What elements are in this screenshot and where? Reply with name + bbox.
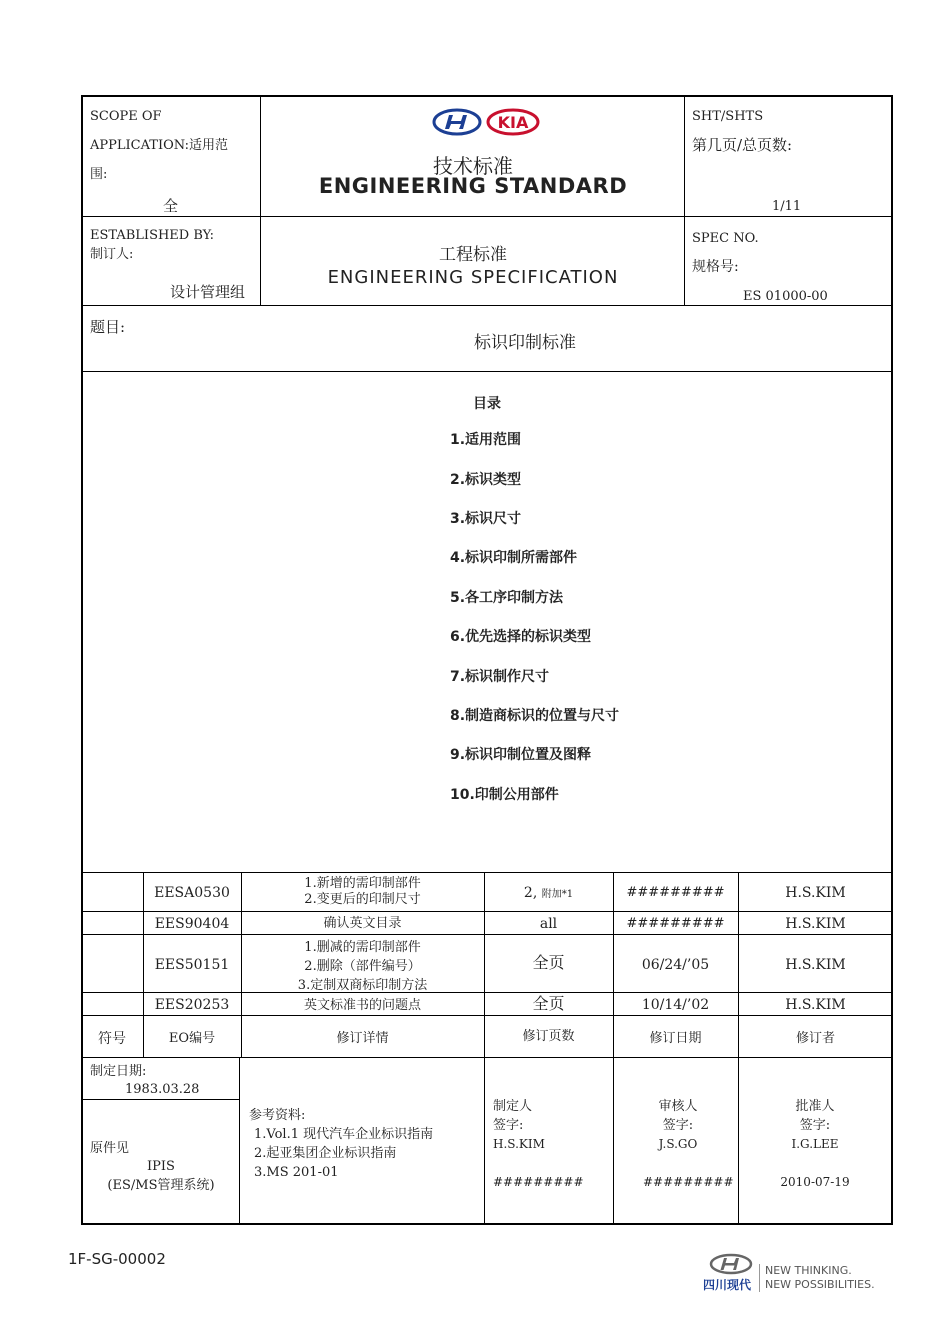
- divider: [239, 1057, 240, 1225]
- spec-no-value: ES 01000-00: [743, 289, 828, 304]
- brand-divider: [759, 1264, 760, 1292]
- rev-header-author: 修订者: [795, 1031, 835, 1046]
- rev-date: #########: [626, 885, 725, 900]
- rev-detail: 1.删减的需印制部件 2.删除（部件编号） 3.定制双商标印制方法: [297, 940, 428, 993]
- kia-logo-text: KIA: [497, 113, 529, 132]
- title-en: ENGINEERING STANDARD: [318, 174, 628, 198]
- rev-date: 10/14/’02: [641, 997, 710, 1013]
- established-label: ESTABLISHED BY: 制订人:: [90, 228, 215, 262]
- sheet-value: 1/11: [772, 199, 802, 214]
- divider: [81, 1015, 893, 1016]
- brand-cn: 四川现代: [703, 1278, 752, 1292]
- rev-detail: 1.新增的需印制部件 2.变更后的印制尺寸: [304, 876, 421, 907]
- rev-date: 06/24/’05: [641, 957, 710, 973]
- toc-item[interactable]: 2.标识类型: [450, 472, 522, 488]
- creator-block: 制定人 签字: H.S.KIM #########: [493, 1099, 584, 1189]
- sheet-label: SHT/SHTS 第几页/总页数:: [692, 109, 793, 154]
- rev-author: H.S.KIM: [785, 916, 846, 932]
- rev-pages: 2, 附加*1: [523, 885, 574, 901]
- divider: [260, 95, 261, 305]
- rev-detail: 英文标准书的问题点: [303, 998, 421, 1013]
- toc-item[interactable]: 9.标识印制位置及图释: [450, 747, 592, 763]
- rev-header-pages: 修订页数: [522, 1029, 575, 1044]
- rev-author: H.S.KIM: [785, 885, 846, 901]
- divider: [81, 1057, 893, 1058]
- established-date: 制定日期: 1983.03.28: [90, 1064, 200, 1097]
- toc-item[interactable]: 7.标识制作尺寸: [450, 669, 550, 685]
- toc-item[interactable]: 6.优先选择的标识类型: [450, 629, 592, 645]
- divider: [81, 934, 893, 935]
- divider: [81, 1099, 239, 1100]
- scope-label: SCOPE OF APPLICATION:适用范 围:: [90, 109, 229, 182]
- rev-date: #########: [626, 916, 725, 931]
- rev-detail: 确认英文目录: [323, 916, 402, 931]
- divider: [81, 911, 893, 912]
- title-cn: 技术标准: [433, 154, 513, 178]
- hyundai-logo: [432, 108, 482, 136]
- rev-header-date: 修订日期: [649, 1031, 702, 1046]
- rev-author: H.S.KIM: [785, 957, 846, 973]
- origin-value: IPIS (ES/MS管理系统): [107, 1159, 215, 1193]
- slogan: NEW THINKING. NEW POSSIBILITIES.: [765, 1264, 875, 1291]
- spec-no-label: SPEC NO. 规格号:: [692, 231, 759, 275]
- rev-eo: EES50151: [154, 957, 230, 973]
- toc-item[interactable]: 10.印制公用部件: [450, 787, 559, 803]
- divider: [81, 992, 893, 993]
- sichuan-hyundai-logo: [706, 1253, 756, 1275]
- divider: [684, 95, 685, 305]
- divider: [81, 371, 893, 372]
- toc-item[interactable]: 1.适用范围: [450, 432, 522, 448]
- rev-eo: EESA0530: [154, 885, 230, 901]
- approver-block: 批准人 签字: I.G.LEE 2010-07-19: [780, 1099, 850, 1189]
- toc-item[interactable]: 3.标识尺寸: [450, 511, 522, 527]
- toc-title: 目录: [473, 396, 501, 412]
- established-value: 设计管理组: [170, 283, 246, 301]
- rev-pages: 全页: [532, 994, 565, 1013]
- divider: [81, 872, 893, 873]
- rev-header-symbol: 符号: [98, 1031, 126, 1047]
- reviewer-block: 审核人 签字: J.S.GO #########: [643, 1099, 734, 1189]
- spec-title-en: ENGINEERING SPECIFICATION: [327, 267, 619, 288]
- rev-pages: 全页: [532, 953, 565, 972]
- rev-header-eo: EO编号: [168, 1031, 216, 1046]
- scope-value: 全: [163, 197, 179, 215]
- toc-item[interactable]: 4.标识印制所需部件: [450, 550, 578, 566]
- references: 参考资料: 1.Vol.1 现代汽车企业标识指南 2.起亚集团企业标识指南 3.MS 201-01: [249, 1108, 434, 1180]
- origin-label: 原件见: [90, 1141, 130, 1156]
- subject-value: 标识印制标准: [474, 333, 576, 353]
- rev-eo: EES90404: [154, 916, 230, 932]
- rev-pages: all: [539, 916, 558, 932]
- rev-author: H.S.KIM: [785, 997, 846, 1013]
- form-number: 1F-SG-00002: [68, 1250, 166, 1268]
- rev-header-detail: 修订详情: [336, 1031, 389, 1046]
- spec-title-cn: 工程标准: [439, 245, 507, 265]
- subject-label: 题目:: [90, 318, 126, 336]
- kia-logo: [486, 108, 540, 136]
- toc-item[interactable]: 8.制造商标识的位置与尺寸: [450, 708, 620, 724]
- toc-item[interactable]: 5.各工序印制方法: [450, 590, 564, 606]
- rev-eo: EES20253: [154, 997, 230, 1013]
